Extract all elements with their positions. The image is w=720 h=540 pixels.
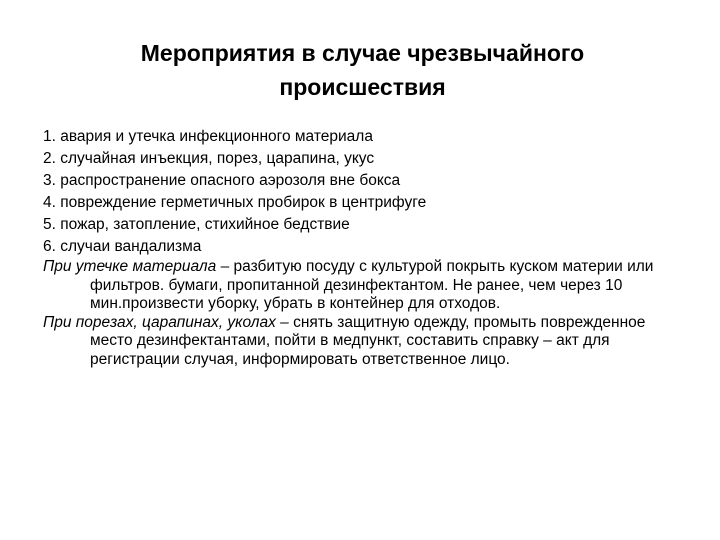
paragraph-leak [43, 258, 683, 314]
slide-body [43, 126, 683, 369]
paragraph-leak-text: разбитую посуду с культурой покрыть куском материи или фильтров. бумаги, пропитанной дезинфектантом. Не ранее, чем через 10 мин.произвести уборку, убрать в контейнер для отходов. [90, 258, 654, 312]
slide-title [40, 36, 685, 104]
paragraph-cuts-text: снять защитную одежду, промыть поврежденное место дезинфектантами, пойти в медпункт, составить справку – акт для регистрации случая, информировать ответственное лицо. [90, 313, 646, 368]
list-item-1: 1. авария и утечка инфекционного материала [43, 128, 373, 145]
list-item-6: 6. случаи вандализма [43, 238, 202, 255]
title-line-2: происшествия [279, 74, 446, 100]
list-item-5: 5. пожар, затопление, стихийное бедствие [43, 216, 350, 233]
title-line-1: Мероприятия в случае чрезвычайного [140, 40, 585, 66]
paragraph-cuts [43, 314, 683, 370]
list-item-2: 2. случайная инъекция, порез, царапина, укус [43, 150, 375, 167]
paragraph-cuts-lead: При порезах, царапинах, уколах – [43, 313, 289, 331]
paragraph-leak-lead: При утечке материала – [43, 258, 230, 275]
list-item-3: 3. распространение опасного аэрозоля вне бокса [43, 172, 401, 189]
list-item-4: 4. повреждение герметичных пробирок в центрифуге [43, 194, 427, 211]
